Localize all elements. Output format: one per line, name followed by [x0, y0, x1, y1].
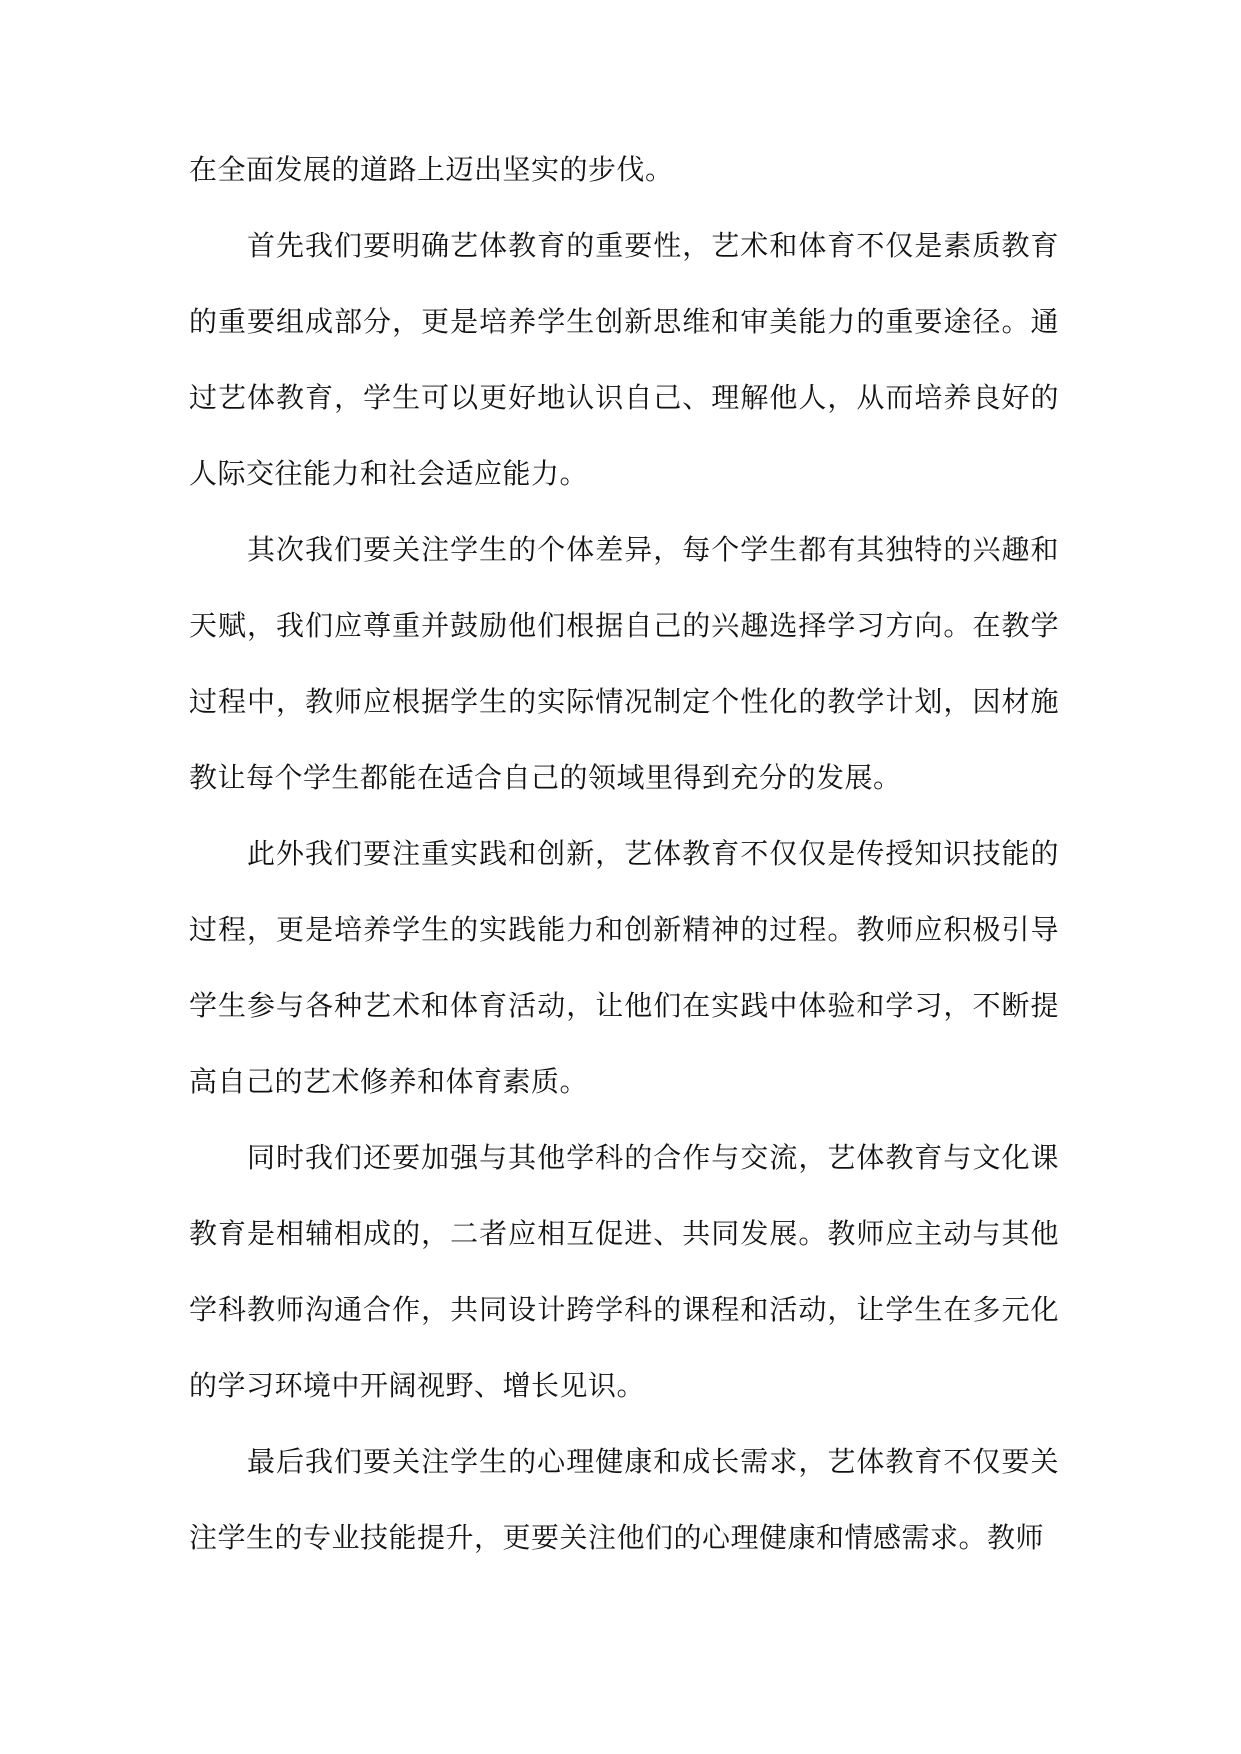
paragraph-cross-discipline: 同时我们还要加强与其他学科的合作与交流，艺体教育与文化课教育是相辅相成的，二者应相互促进、共同发展。教师应主动与其他学科教师沟通合作，共同设计跨学科的课程和活动，让学生在多元化的学习环境中开阔视野、增长见识。 [189, 1141, 1059, 1402]
paragraph-practice-innovation: 此外我们要注重实践和创新，艺体教育不仅仅是传授知识技能的过程，更是培养学生的实践能力和创新精神的过程。教师应积极引导学生参与各种艺术和体育活动，让他们在实践中体验和学习，不断提高自己的艺术修养和体育素质。 [189, 837, 1059, 1098]
paragraph-mental-health: 最后我们要关注学生的心理健康和成长需求，艺体教育不仅要关注学生的专业技能提升，更要关注他们的心理健康和情感需求。教师 [189, 1445, 1059, 1554]
paragraph-importance: 首先我们要明确艺体教育的重要性，艺术和体育不仅是素质教育的重要组成部分，更是培养学生创新思维和审美能力的重要途径。通过艺体教育，学生可以更好地认识自己、理解他人，从而培养良好的人际交往能力和社会适应能力。 [189, 229, 1059, 490]
paragraph-individual-differences: 其次我们要关注学生的个体差异，每个学生都有其独特的兴趣和天赋，我们应尊重并鼓励他们根据自己的兴趣选择学习方向。在教学过程中，教师应根据学生的实际情况制定个性化的教学计划，因材施教让每个学生都能在适合自己的领域里得到充分的发展。 [189, 533, 1059, 794]
document-body [189, 132, 1059, 1576]
paragraph-continuation: 在全面发展的道路上迈出坚实的步伐。 [189, 153, 674, 186]
